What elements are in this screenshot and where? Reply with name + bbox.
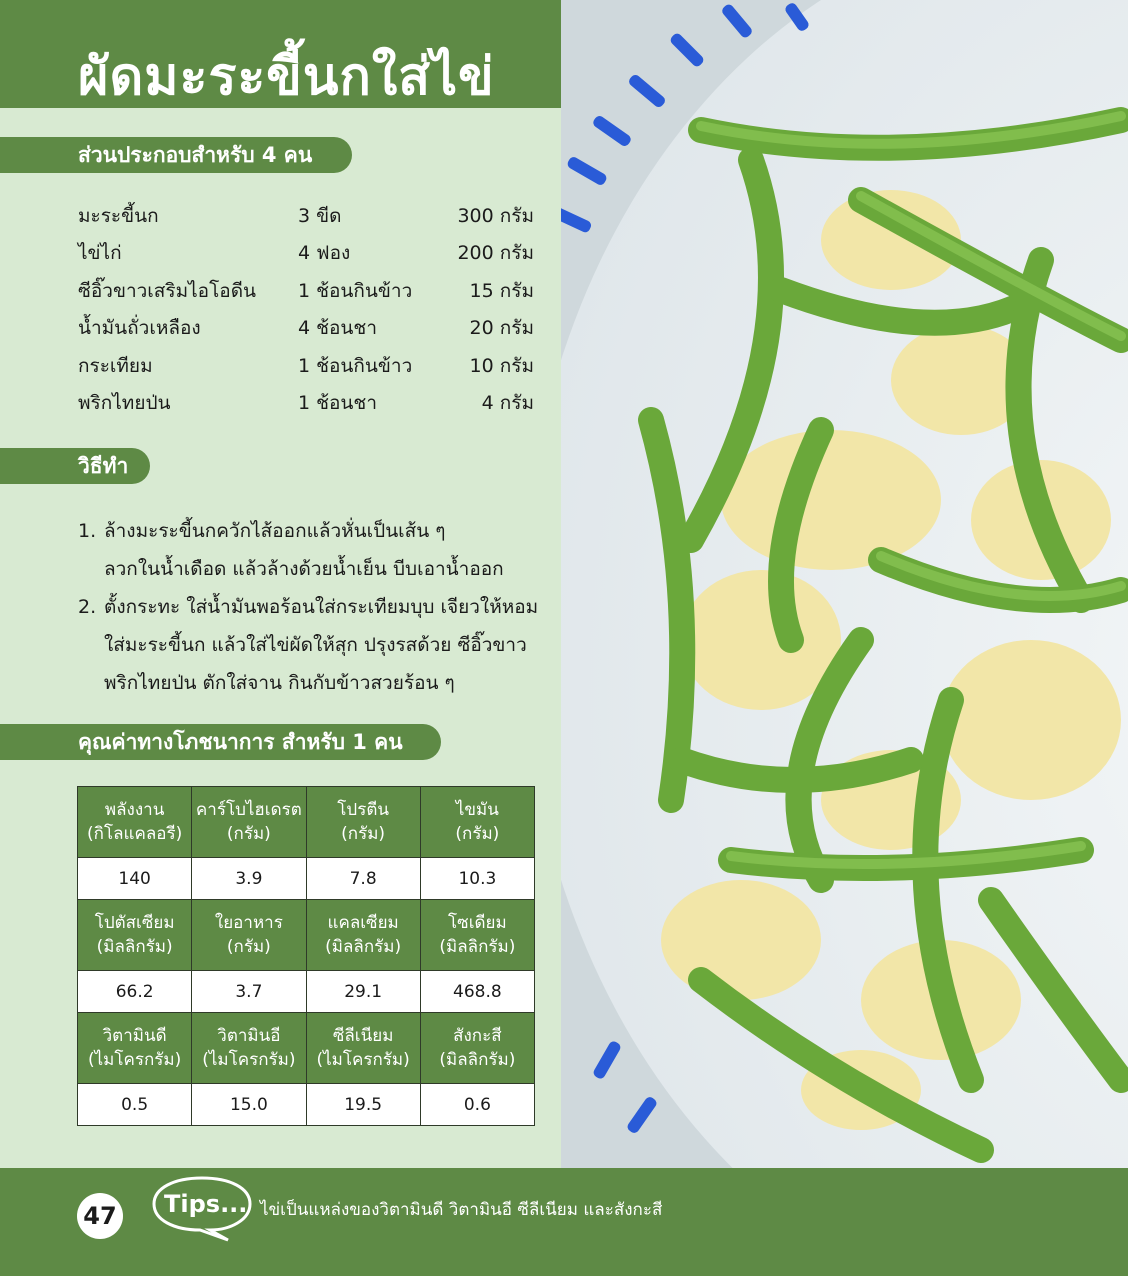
- nutrient-label: โปรตีน: [337, 800, 389, 820]
- nutrient-header: [78, 787, 192, 858]
- tips-text: ไข่เป็นแหล่งของวิตามินดี วิตามินอี ซีลีเนียม และสังกะสี: [260, 1200, 663, 1220]
- recipe-panel: [0, 0, 561, 1168]
- nutrient-label: สังกะสี: [453, 1026, 502, 1046]
- ingredient-amount: 3 ขีด: [298, 205, 342, 227]
- nutrient-label: คาร์โบไฮเดรต: [195, 800, 302, 820]
- ingredient-weight: 10 กรัม: [469, 355, 534, 377]
- nutrition-value-row: [78, 858, 535, 900]
- ingredient-amount: 4 ฟอง: [298, 242, 351, 264]
- nutrient-header: [192, 900, 306, 971]
- nutrient-unit: (มิลลิกรัม): [325, 937, 402, 957]
- nutrient-label: แคลเซียม: [327, 913, 399, 933]
- ingredient-name: มะระขี้นก: [78, 205, 159, 227]
- ingredient-name: ซีอิ๊วขาวเสริมไอโอดีน: [78, 280, 257, 302]
- step-text: [104, 588, 548, 702]
- nutrient-unit: (ไมโครกรัม): [316, 1050, 410, 1070]
- ingredient-row: [78, 351, 534, 383]
- nutrition-header-row: [78, 787, 535, 858]
- nutrient-unit: (กรัม): [341, 824, 386, 844]
- ingredient-weight: 20 กรัม: [469, 317, 534, 339]
- ingredient-amount: 1 ช้อนชา: [298, 392, 377, 414]
- nutrition-table: [77, 786, 535, 1126]
- nutrient-unit: (มิลลิกรัม): [96, 937, 173, 957]
- dish-illustration: [561, 0, 1128, 1168]
- ingredient-weight: 300 กรัม: [457, 205, 534, 227]
- step-line: พริกไทยป่น ตักใส่จาน กินกับข้าวสวยร้อน ๆ: [104, 672, 455, 694]
- step-line: ตั้งกระทะ ใส่น้ำมันพอร้อนใส่กระเทียมบุบ เจียวให้หอม: [104, 596, 539, 618]
- nutrient-value: 468.8: [420, 971, 534, 1013]
- nutrient-header: [306, 900, 420, 971]
- nutrient-label: วิตามินดี: [102, 1026, 167, 1046]
- step-line: ล้างมะระขี้นกควักไส้ออกแล้วหั่นเป็นเส้น ๆ: [104, 520, 446, 542]
- food-photo: [561, 0, 1128, 1168]
- nutrient-value: 0.5: [78, 1084, 192, 1126]
- step-line: ใส่มะระขี้นก แล้วใส่ไข่ผัดให้สุก ปรุงรสด้วย ซีอิ๊วขาว: [104, 634, 527, 656]
- ingredient-row: [78, 201, 534, 233]
- nutrient-header: [192, 1013, 306, 1084]
- step-number: 1.: [78, 520, 97, 542]
- method-step: [78, 588, 548, 702]
- nutrient-label: โปตัสเซียม: [94, 913, 175, 933]
- nutrient-label: โซเดียม: [448, 913, 507, 933]
- ingredient-row: [78, 276, 534, 308]
- nutrient-header: [78, 1013, 192, 1084]
- nutrition-value-row: [78, 1084, 535, 1126]
- nutrient-label: ซีลีเนียม: [332, 1026, 394, 1046]
- nutrient-unit: (กรัม): [226, 824, 271, 844]
- method-step: [78, 512, 548, 588]
- nutrient-value: 3.7: [192, 971, 306, 1013]
- nutrient-value: 66.2: [78, 971, 192, 1013]
- nutrition-header-row: [78, 1013, 535, 1084]
- page-number: 47: [77, 1193, 123, 1239]
- ingredient-name: กระเทียม: [78, 355, 153, 377]
- ingredient-row: [78, 238, 534, 270]
- nutrient-unit: (กรัม): [226, 937, 271, 957]
- nutrient-value: 7.8: [306, 858, 420, 900]
- nutrition-header-row: [78, 900, 535, 971]
- ingredient-weight: 200 กรัม: [457, 242, 534, 264]
- nutrient-value: 29.1: [306, 971, 420, 1013]
- ingredient-amount: 1 ช้อนกินข้าว: [298, 355, 413, 377]
- ingredients-heading: ส่วนประกอบสำหรับ 4 คน: [0, 137, 352, 173]
- step-text: [104, 512, 548, 588]
- ingredient-name: น้ำมันถั่วเหลือง: [78, 317, 201, 339]
- nutrient-unit: (ไมโครกรัม): [202, 1050, 296, 1070]
- nutrient-label: ไขมัน: [455, 800, 499, 820]
- nutrient-value: 140: [78, 858, 192, 900]
- nutrient-header: [420, 1013, 534, 1084]
- ingredient-amount: 4 ช้อนชา: [298, 317, 377, 339]
- ingredient-row: [78, 388, 534, 420]
- nutrient-unit: (มิลลิกรัม): [439, 937, 516, 957]
- step-number: 2.: [78, 596, 97, 618]
- nutrient-header: [420, 900, 534, 971]
- nutrient-label: ใยอาหาร: [214, 913, 283, 933]
- nutrient-unit: (กรัม): [455, 824, 500, 844]
- nutrient-label: วิตามินอี: [217, 1026, 281, 1046]
- nutrient-label: พลังงาน: [104, 800, 165, 820]
- recipe-title: ผัดมะระขี้นกใส่ไข่: [78, 47, 495, 107]
- nutrient-header: [306, 787, 420, 858]
- nutrition-value-row: [78, 971, 535, 1013]
- ingredient-weight: 4 กรัม: [481, 392, 534, 414]
- ingredient-row: [78, 313, 534, 345]
- method-heading: วิธีทำ: [0, 448, 150, 484]
- nutrient-value: 3.9: [192, 858, 306, 900]
- ingredient-name: พริกไทยป่น: [78, 392, 171, 414]
- nutrient-unit: (กิโลแคลอรี): [87, 824, 183, 844]
- title-bar: [0, 0, 561, 108]
- nutrient-value: 10.3: [420, 858, 534, 900]
- ingredient-weight: 15 กรัม: [469, 280, 534, 302]
- nutrient-unit: (ไมโครกรัม): [87, 1050, 182, 1070]
- nutrient-value: 19.5: [306, 1084, 420, 1126]
- nutrient-header: [420, 787, 534, 858]
- nutrient-header: [306, 1013, 420, 1084]
- nutrient-value: 15.0: [192, 1084, 306, 1126]
- nutrient-value: 0.6: [420, 1084, 534, 1126]
- nutrition-heading: คุณค่าทางโภชนาการ สำหรับ 1 คน: [0, 724, 441, 760]
- nutrient-unit: (มิลลิกรัม): [439, 1050, 516, 1070]
- tips-label: Tips...: [164, 1190, 248, 1218]
- nutrient-header: [78, 900, 192, 971]
- ingredient-amount: 1 ช้อนกินข้าว: [298, 280, 413, 302]
- ingredient-name: ไข่ไก่: [78, 242, 122, 264]
- nutrient-header: [192, 787, 306, 858]
- step-line: ลวกในน้ำเดือด แล้วล้างด้วยน้ำเย็น บีบเอาน้ำออก: [104, 558, 504, 580]
